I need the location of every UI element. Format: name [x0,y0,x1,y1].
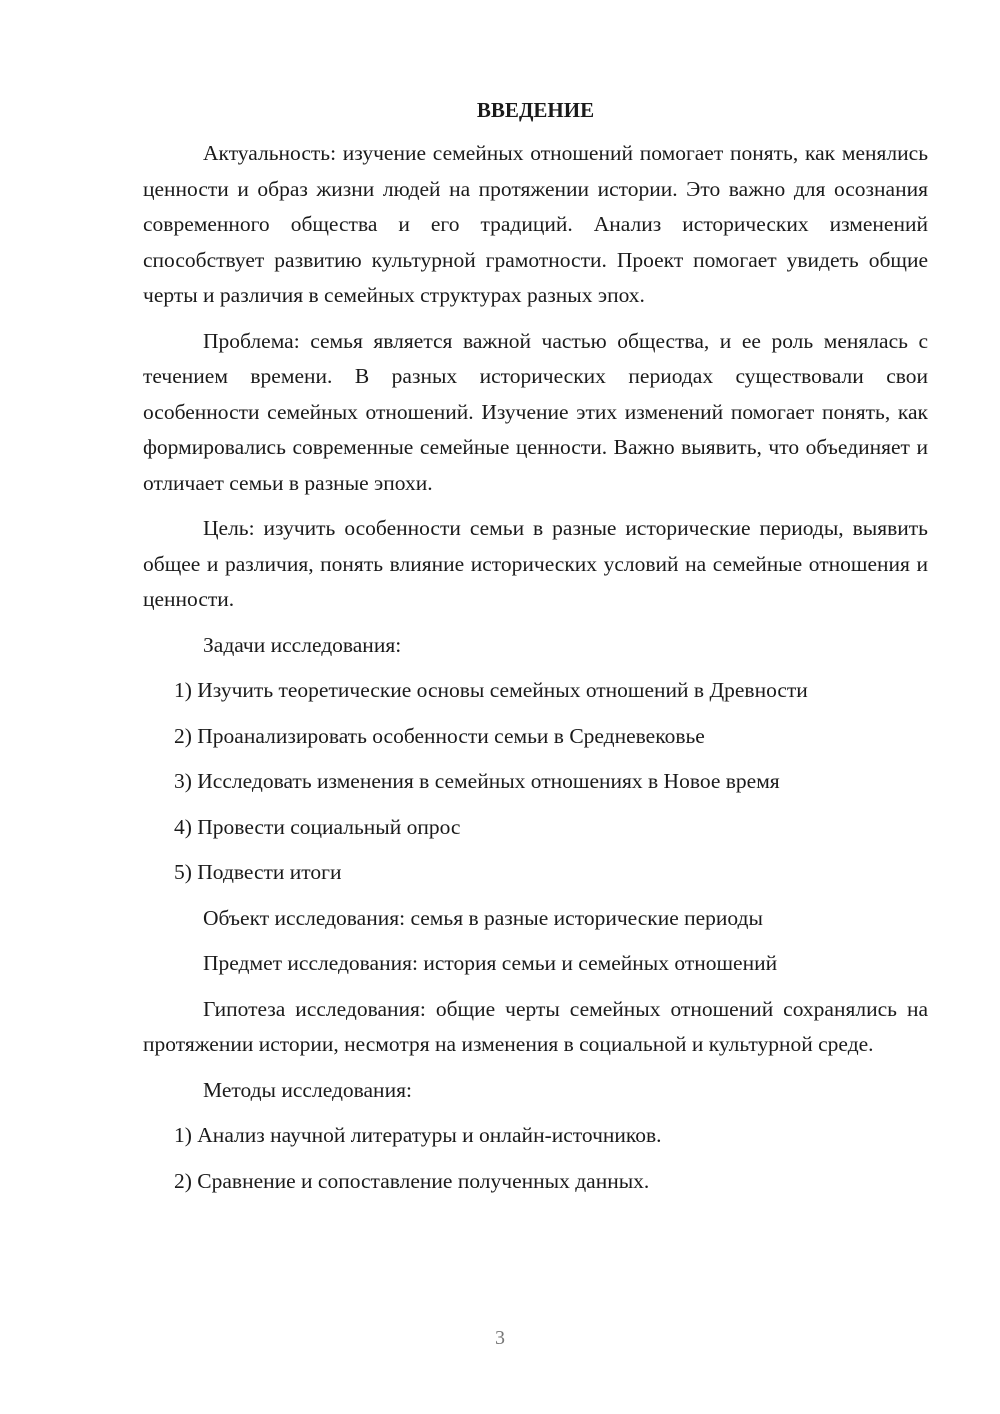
list-item: 1) Анализ научной литературы и онлайн-источников. [174,1123,662,1147]
list-item: 2) Проанализировать особенности семьи в Средневековье [174,723,705,748]
page-title: ВВЕДЕНИЕ [476,98,595,122]
list-item: 2) Сравнение и сопоставление полученных данных. [174,1168,650,1193]
list-item: 4) Провести социальный опрос [174,814,461,839]
goal-paragraph: Цель: изучить особенности семьи в разные исторические периоды, выявить общее и различия, понять влияние исторических условий на семейные отношения и ценности. [143,516,928,611]
page-number: 3 [495,1327,505,1349]
methods-list [143,1118,928,1199]
tasks-list [143,673,928,891]
methods-heading: Методы исследования: [203,1077,412,1102]
problem-paragraph: Проблема: семья является важной частью общества, и ее роль менялась с течением времени. В разных исторических периодах существовали свои особенности семейных отношений. Изучение этих изменений помогает понять, как формировались современные семейные ценности. Важно выявить, что объединяет и отличает семьи в разные эпохи. [143,328,928,495]
document-page [143,92,928,1209]
tasks-heading: Задачи исследования: [203,632,402,657]
list-item: 3) Исследовать изменения в семейных отношениях в Новое время [174,769,780,793]
relevance-paragraph: Актуальность: изучение семейных отношений помогает понять, как менялись ценности и образ жизни людей на протяжении истории. Это важно для осознания современного общества и его традиций. Анализ исторических изменений способствует развитию культурной грамотности. Проект помогает увидеть общие черты и различия в семейных структурах разных эпох. [143,141,928,307]
hypothesis-paragraph: Гипотеза исследования: общие черты семейных отношений сохранялись на протяжении истории, несмотря на изменения в социальной и культурной среде. [143,996,928,1056]
subject-line: Предмет исследования: история семьи и семейных отношений [203,951,778,975]
object-line: Объект исследования: семья в разные исторические периоды [203,905,763,930]
list-item: 5) Подвести итоги [174,860,342,884]
list-item: 1) Изучить теоретические основы семейных отношений в Древности [174,678,808,702]
